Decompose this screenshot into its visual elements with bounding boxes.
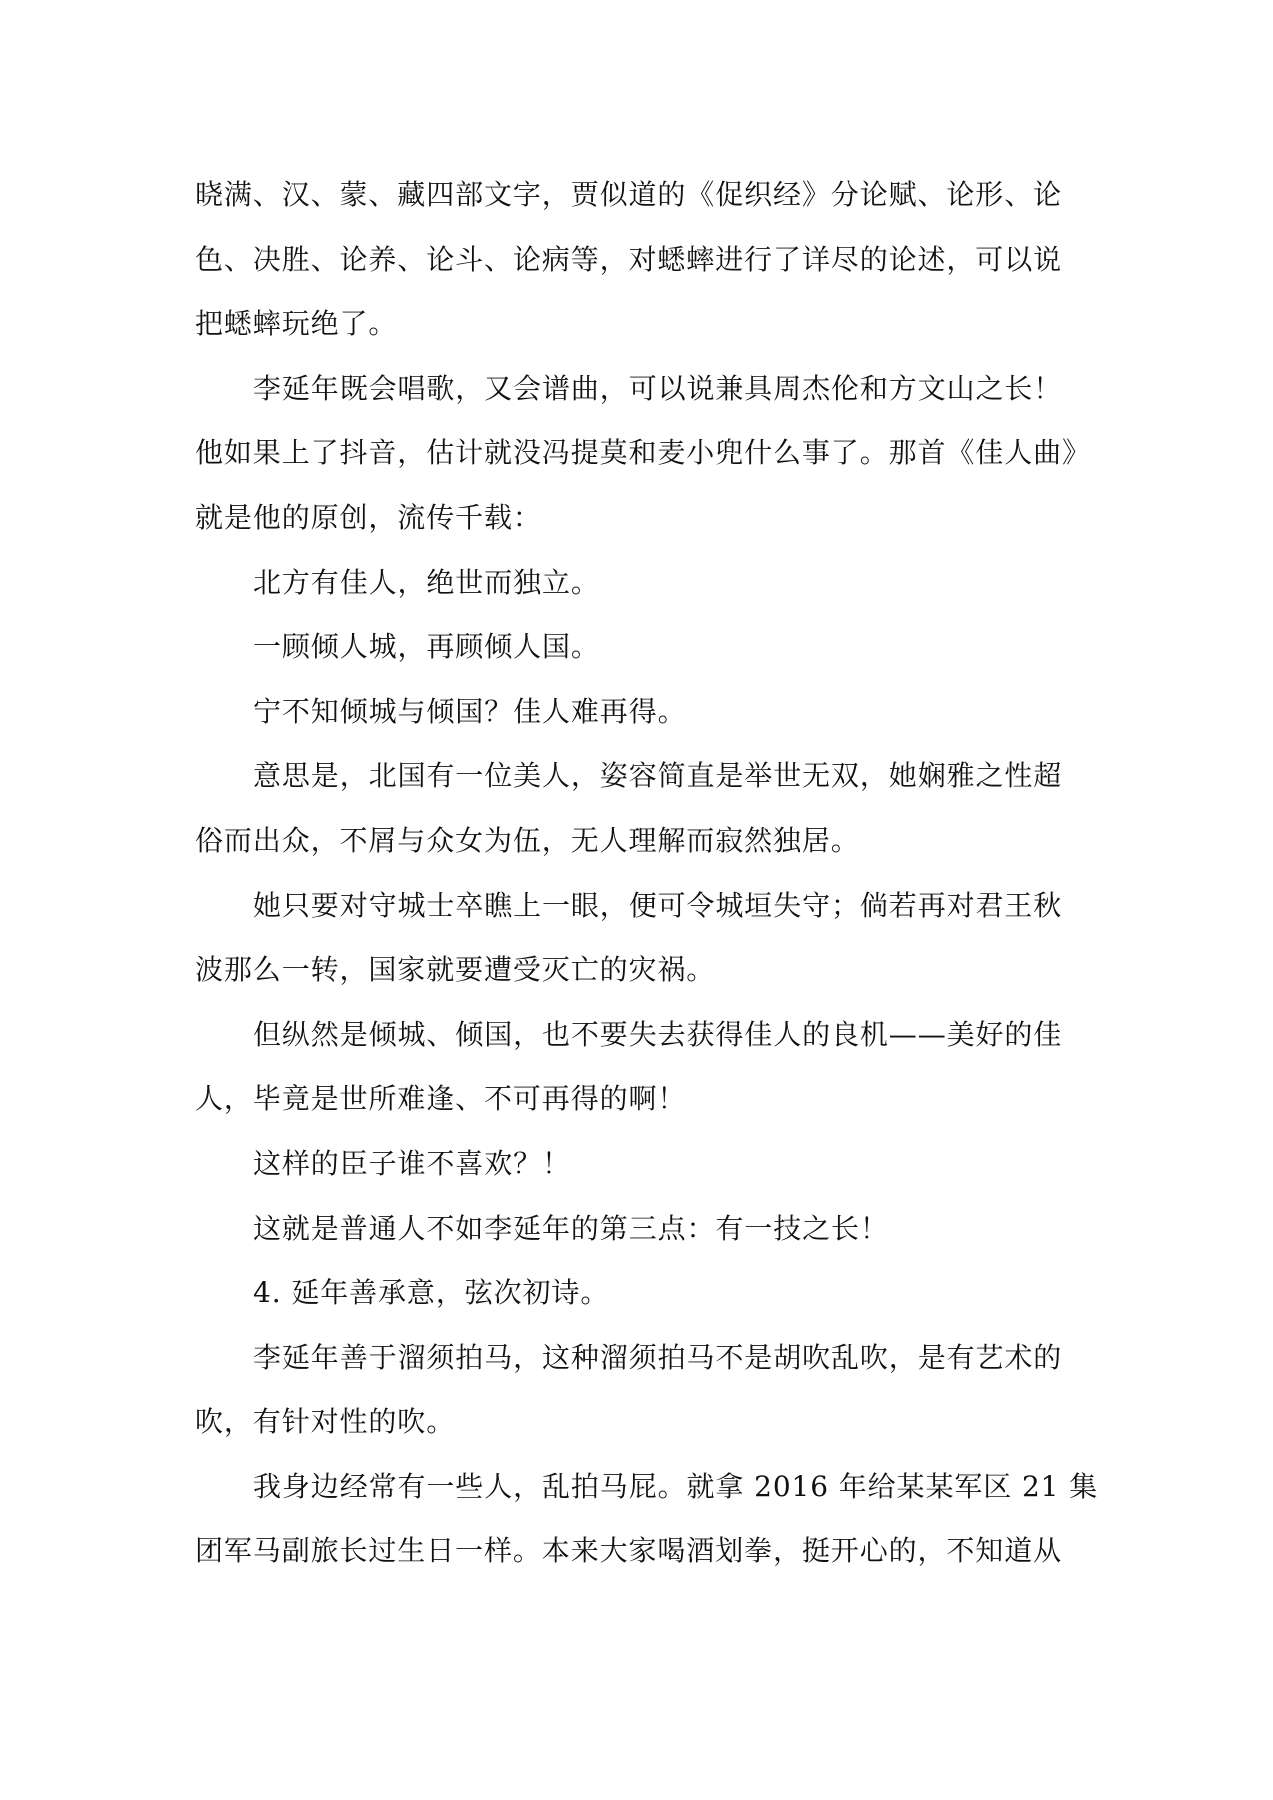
text-line: 李延年既会唱歌，又会谱曲，可以说兼具周杰伦和方文山之长！ <box>253 371 1063 405</box>
text-line: 人，毕竟是世所难逢、不可再得的啊！ <box>195 1082 687 1116</box>
text-line: 吹，有针对性的吹。 <box>195 1405 456 1439</box>
poem-line: 北方有佳人，绝世而独立。 <box>253 565 600 599</box>
text-line: 但纵然是倾城、倾国，也不要失去获得佳人的良机——美好的佳 <box>253 1017 1063 1051</box>
poem-line: 宁不知倾城与倾国？佳人难再得。 <box>253 694 687 728</box>
text-line: 这样的臣子谁不喜欢？！ <box>253 1146 571 1180</box>
text-line: 俗而出众，不屑与众女为伍，无人理解而寂然独居。 <box>195 823 860 857</box>
text-line: 他如果上了抖音，估计就没冯提莫和麦小兜什么事了。那首《佳人曲》 <box>195 436 1091 470</box>
text-line: 就是他的原创，流传千载： <box>195 500 542 534</box>
text-line: 她只要对守城士卒瞧上一眼，便可令城垣失守；倘若再对君王秋 <box>253 888 1063 922</box>
text-line: 意思是，北国有一位美人，姿容简直是举世无双，她娴雅之性超 <box>253 759 1063 793</box>
poem-line: 一顾倾人城，再顾倾人国。 <box>253 630 600 664</box>
section-heading: 4. 延年善承意，弦次初诗。 <box>253 1276 610 1310</box>
text-line: 晓满、汉、蒙、藏四部文字，贾似道的《促织经》分论赋、论形、论 <box>195 178 1063 211</box>
text-line: 李延年善于溜须拍马，这种溜须拍马不是胡吹乱吹，是有艺术的 <box>253 1340 1063 1374</box>
body-text <box>195 163 1099 1584</box>
text-line: 团军马副旅长过生日一样。本来大家喝酒划拳，挺开心的，不知道从 <box>195 1534 1063 1568</box>
text-line: 波那么一转，国家就要遭受灭亡的灾祸。 <box>195 953 716 987</box>
text-line: 把蟋蟀玩绝了。 <box>195 307 398 341</box>
text-line: 色、决胜、论养、论斗、论病等，对蟋蟀进行了详尽的论述，可以说 <box>195 242 1063 276</box>
text-line: 这就是普通人不如李延年的第三点：有一技之长！ <box>253 1211 889 1245</box>
text-line: 我身边经常有一些人，乱拍马屁。就拿 2016 年给某某军区 21 集 <box>253 1469 1099 1503</box>
